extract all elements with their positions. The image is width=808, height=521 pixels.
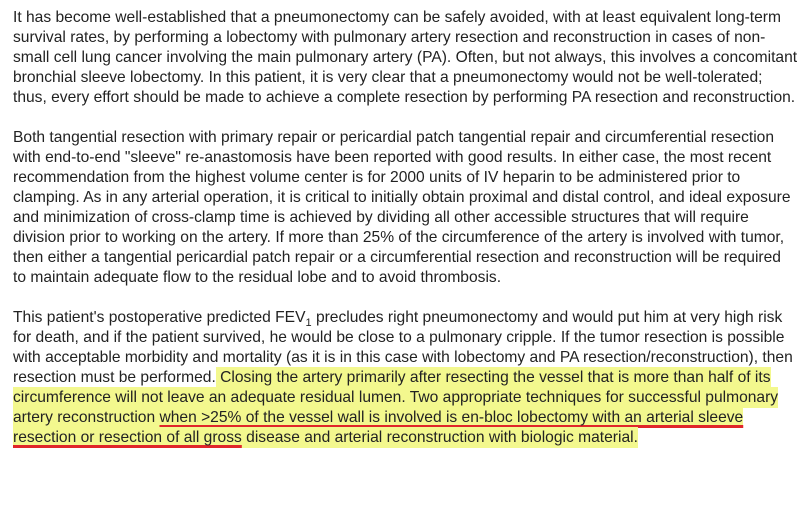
patient-case-text: This patient's postoperative predicted FEV [13, 309, 306, 326]
paragraph-resection-techniques: Both tangential resection with primary repair or pericardial patch tangential repair and circumferential resection with end-to-end "sleeve" re-anastomosis have been reported with good results. In either case, the most recent recommendation from the highest volume center is for 2000 units of IV heparin to be administered prior to clamping. As in any arterial operation, it is critical to initially obtain proximal and distal control, and ideal exposure and minimization of cross-clamp time is achieved by dividing all other accessible structures that will require division prior to working on the artery. If more than 25% of the circumference of the artery is involved with tumor, then either a tangential pericardial patch repair or a circumferential resection and reconstruction will be required to maintain adequate flow to the residual lobe and to avoid thrombosis. [13, 129, 791, 286]
underlined-key-phrase: when >25% of the vessel wall is involved is en-bloc lobectomy with an arterial sleeve resection or resection of all gross [13, 409, 744, 446]
paragraph-pa-resection-intro: It has become well-established that a pneumonectomy can be safely avoided, with at least equivalent long-term survival rates, by performing a lobectomy with pulmonary artery resection and reconstruction in cases of non-small cell lung cancer involving the main pulmonary artery (PA). Often, but not always, this involves a concomitant bronchial sleeve lobectomy. In this patient, it is very clear that a pneumonectomy would not be well-tolerated; thus, every effort should be made to achieve a complete resection by performing PA resection and reconstruction. [13, 9, 798, 106]
highlighted-text-a: Closing the artery primarily after resecting the vessel that is more than half of its circumference will not leave an adequate residual lumen. Two appropriate techniques for successful pulmonary artery reconstruction [13, 369, 779, 426]
article-body [13, 8, 798, 468]
paragraph-patient-case [13, 308, 798, 448]
fev-subscript: 1 [305, 317, 312, 330]
highlighted-text-b: disease and arterial reconstruction with biologic material. [241, 429, 638, 446]
patient-case-text-cont: precludes right pneumonectomy and would put him at very high risk for death, and if the patient survived, he would be close to a pulmonary cripple. If the tumor resection is possible with acceptable morbidity and mortality (as it is in this case with lobectomy and PA resection/reconstruction), then resection must be performed. [13, 309, 793, 386]
